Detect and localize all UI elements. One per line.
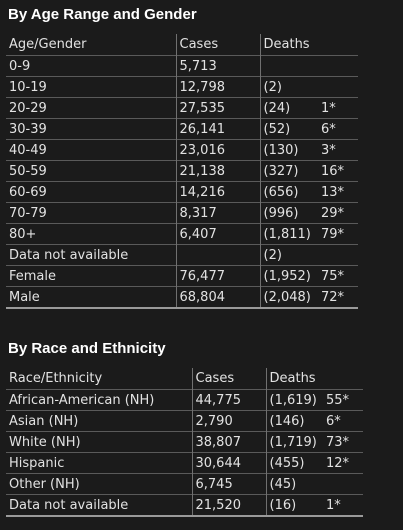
row-deaths-note: 29* xyxy=(321,205,345,221)
row-deaths-value: (52) xyxy=(260,119,318,140)
table-header-row xyxy=(6,368,363,390)
row-cases-value: 26,141 xyxy=(176,119,260,140)
row-deaths-value: (2) xyxy=(260,77,318,98)
table-row xyxy=(6,266,358,287)
table-row xyxy=(6,140,358,161)
race-section-title: By Race and Ethnicity xyxy=(8,340,166,357)
row-cases-value: 5,713 xyxy=(176,56,260,77)
row-deaths-note xyxy=(318,245,358,266)
table-row xyxy=(6,287,358,309)
row-deaths-note: 55* xyxy=(326,392,350,408)
table-row xyxy=(6,453,363,474)
row-cases-value: 12,798 xyxy=(176,77,260,98)
table-row xyxy=(6,119,358,140)
row-group-label: 70-79 xyxy=(9,205,47,221)
row-group-label: 0-9 xyxy=(9,58,31,74)
row-group-label: Asian (NH) xyxy=(9,413,79,429)
table-row xyxy=(6,98,358,119)
row-deaths-note: 72* xyxy=(321,289,345,305)
row-cases-value: 27,535 xyxy=(176,98,260,119)
table-row xyxy=(6,56,358,77)
header-cases: Cases xyxy=(192,368,266,390)
table-row xyxy=(6,474,363,495)
row-deaths-note xyxy=(323,474,363,495)
row-group-label: 30-39 xyxy=(9,121,47,137)
row-deaths-note: 73* xyxy=(326,434,350,450)
row-deaths-value: (1,952) xyxy=(260,266,318,287)
row-deaths-note: 1* xyxy=(321,100,336,116)
row-deaths-value: (327) xyxy=(260,161,318,182)
row-deaths-note xyxy=(318,77,358,98)
header-deaths: Deaths xyxy=(260,34,358,56)
row-group-label: 10-19 xyxy=(9,79,47,95)
row-deaths-note: 13* xyxy=(321,184,345,200)
row-cases-value: 21,138 xyxy=(176,161,260,182)
row-group-label: 60-69 xyxy=(9,184,47,200)
row-deaths-value: (2,048) xyxy=(260,287,318,309)
table-row xyxy=(6,411,363,432)
age-section-title: By Age Range and Gender xyxy=(8,6,197,23)
row-cases-value: 6,407 xyxy=(176,224,260,245)
row-group-label: Data not available xyxy=(9,247,129,263)
row-deaths-value: (455) xyxy=(266,453,323,474)
row-cases-value: 14,216 xyxy=(176,182,260,203)
table-row xyxy=(6,224,358,245)
table-row xyxy=(6,390,363,411)
table-header-row xyxy=(6,34,358,56)
row-deaths-value: (24) xyxy=(260,98,318,119)
row-deaths-note: 6* xyxy=(321,121,336,137)
row-cases-value: 44,775 xyxy=(192,390,266,411)
row-group-label: 40-49 xyxy=(9,142,47,158)
row-group-label: Data not available xyxy=(9,497,129,513)
row-group-label: Hispanic xyxy=(9,455,65,471)
row-deaths-note: 75* xyxy=(321,268,345,284)
row-deaths-note: 6* xyxy=(326,413,341,429)
row-cases-value: 2,790 xyxy=(192,411,266,432)
row-cases-value: 30,644 xyxy=(192,453,266,474)
table-row xyxy=(6,203,358,224)
header-cases: Cases xyxy=(176,34,260,56)
row-deaths-value: (1,811) xyxy=(260,224,318,245)
row-cases-value: 21,520 xyxy=(192,495,266,517)
row-group-label: 80+ xyxy=(9,226,37,242)
row-deaths-value: (996) xyxy=(260,203,318,224)
row-deaths-value: (130) xyxy=(260,140,318,161)
row-deaths-value: (45) xyxy=(266,474,323,495)
row-cases-value xyxy=(176,245,260,266)
row-deaths-note: 1* xyxy=(326,497,341,513)
row-group-label: African-American (NH) xyxy=(9,392,155,408)
header-race-ethnicity: Race/Ethnicity xyxy=(9,371,103,386)
row-cases-value: 6,745 xyxy=(192,474,266,495)
row-deaths-note xyxy=(318,56,358,77)
row-cases-value: 68,804 xyxy=(176,287,260,309)
header-age-gender: Age/Gender xyxy=(9,37,87,52)
row-deaths-note: 12* xyxy=(326,455,350,471)
header-deaths: Deaths xyxy=(266,368,363,390)
row-deaths-value: (2) xyxy=(260,245,318,266)
row-cases-value: 38,807 xyxy=(192,432,266,453)
row-group-label: Female xyxy=(9,268,57,284)
row-cases-value: 8,317 xyxy=(176,203,260,224)
row-group-label: White (NH) xyxy=(9,434,81,450)
row-deaths-note: 3* xyxy=(321,142,336,158)
row-deaths-note: 16* xyxy=(321,163,345,179)
row-deaths-value: (1,619) xyxy=(266,390,323,411)
age-gender-table xyxy=(6,34,358,309)
row-deaths-value: (16) xyxy=(266,495,323,517)
row-group-label: Male xyxy=(9,289,40,305)
table-row xyxy=(6,161,358,182)
race-ethnicity-table xyxy=(6,368,363,517)
row-cases-value: 23,016 xyxy=(176,140,260,161)
table-row xyxy=(6,77,358,98)
row-deaths-value xyxy=(260,56,318,77)
row-cases-value: 76,477 xyxy=(176,266,260,287)
row-group-label: Other (NH) xyxy=(9,476,80,492)
row-group-label: 20-29 xyxy=(9,100,47,116)
row-group-label: 50-59 xyxy=(9,163,47,179)
row-deaths-note: 79* xyxy=(321,226,345,242)
row-deaths-value: (146) xyxy=(266,411,323,432)
table-row xyxy=(6,432,363,453)
row-deaths-value: (656) xyxy=(260,182,318,203)
table-row xyxy=(6,182,358,203)
table-row xyxy=(6,495,363,517)
row-deaths-value: (1,719) xyxy=(266,432,323,453)
table-row xyxy=(6,245,358,266)
